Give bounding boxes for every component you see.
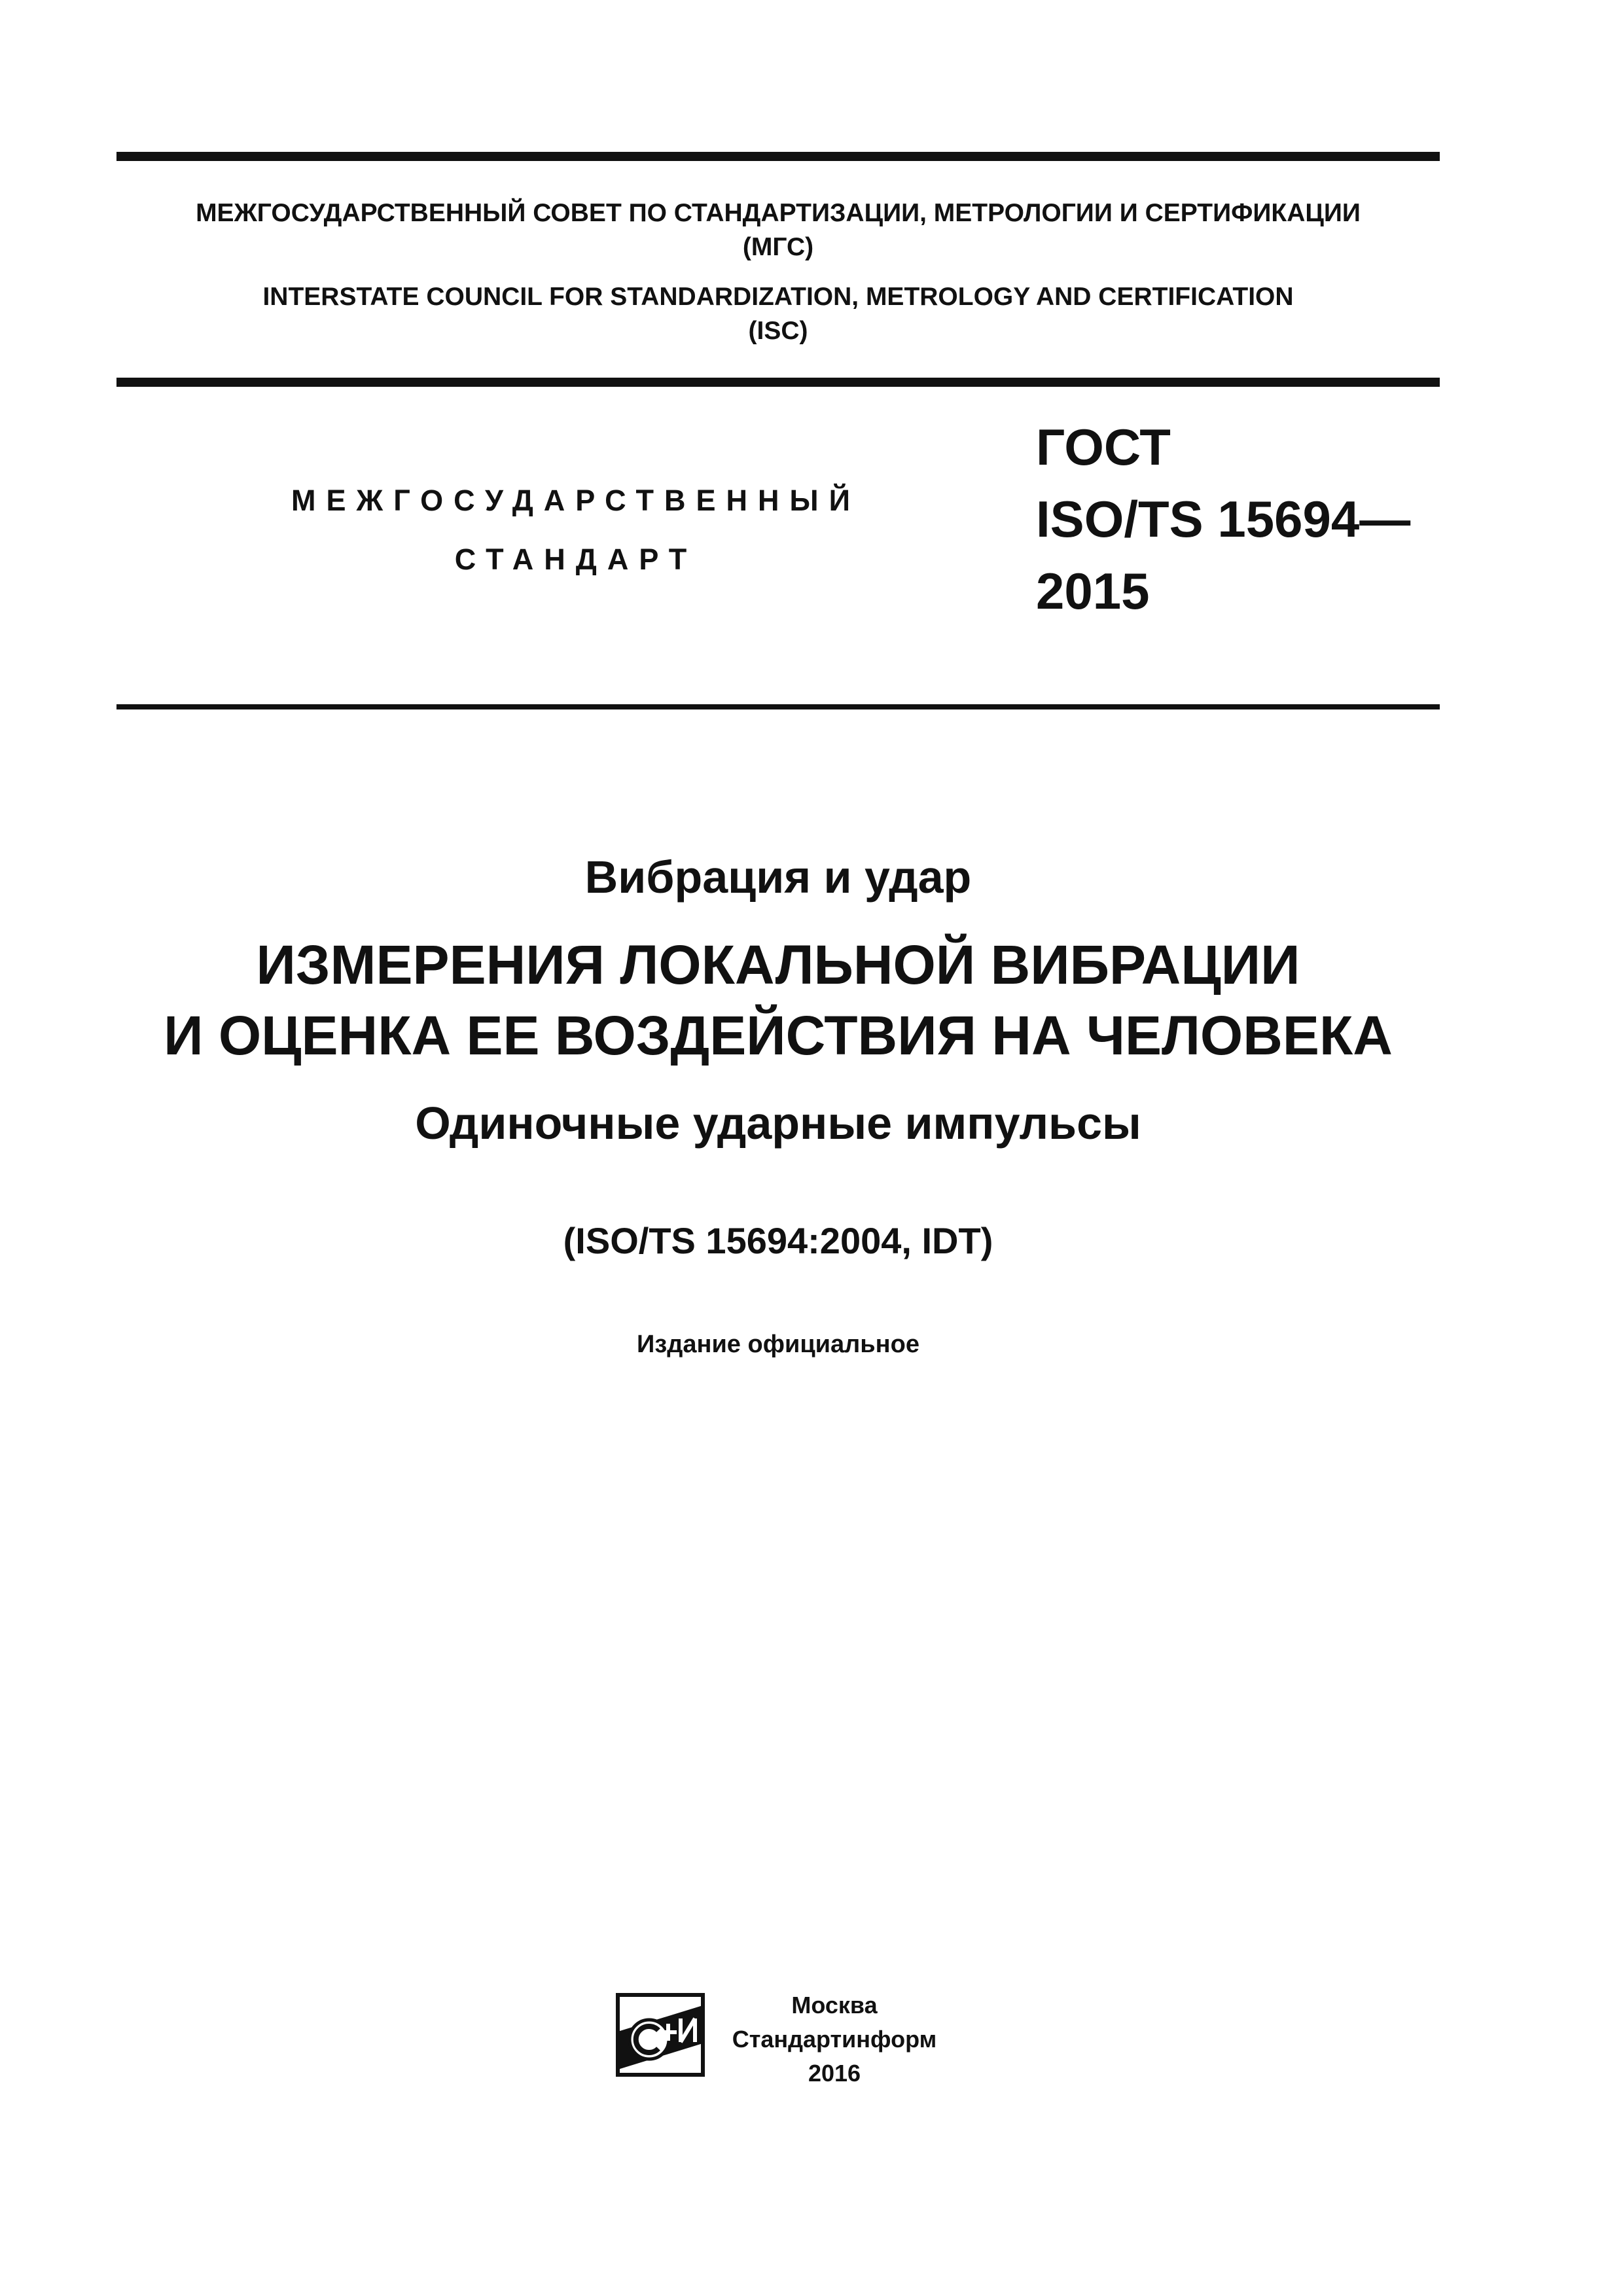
designation-line2: ISO/TS 15694— xyxy=(1036,490,1411,548)
subtitle: Одиночные ударные импульсы xyxy=(415,1098,1141,1149)
iso-reference: (ISO/TS 15694:2004, IDT) xyxy=(563,1220,993,1261)
publisher-name: Стандартинформ xyxy=(732,2026,937,2053)
council-name-en: INTERSTATE COUNCIL FOR STANDARDIZATION, METROLOGY AND CERTIFICATION xyxy=(262,283,1294,311)
publisher-year: 2016 xyxy=(808,2060,861,2087)
standard-designation xyxy=(1036,411,1410,627)
standard-type-label xyxy=(249,471,903,589)
main-title-line2: И ОЦЕНКА ЕЕ ВОЗДЕЙСТВИЯ НА ЧЕЛОВЕКА xyxy=(164,1005,1393,1066)
title-block xyxy=(116,844,1440,1363)
council-abbr-ru: (МГС) xyxy=(742,233,814,261)
top-rule xyxy=(116,152,1440,161)
designation-rule xyxy=(116,704,1440,709)
designation-line3: 2015 xyxy=(1036,562,1150,620)
designation-line1: ГОСТ xyxy=(1036,418,1171,476)
council-abbr-en: (ISC) xyxy=(748,317,808,345)
header-rule xyxy=(116,378,1440,387)
standard-type-line1: МЕЖГОСУДАРСТВЕННЫЙ xyxy=(291,484,861,517)
edition-note: Издание официальное xyxy=(637,1331,919,1358)
council-name-ru: МЕЖГОСУДАРСТВЕННЫЙ СОВЕТ ПО СТАНДАРТИЗАЦИИ, МЕТРОЛОГИИ И СЕРТИФИКАЦИИ xyxy=(196,199,1361,227)
standard-type-line2: СТАНДАРТ xyxy=(454,543,698,576)
council-header xyxy=(116,196,1440,348)
publisher-block xyxy=(726,1988,942,2090)
subject-title: Вибрация и удар xyxy=(584,852,972,903)
main-title xyxy=(116,929,1440,1071)
standartinform-logo-icon xyxy=(615,1992,705,2077)
publisher-city: Москва xyxy=(791,1992,878,2018)
main-title-line1: ИЗМЕРЕНИЯ ЛОКАЛЬНОЙ ВИБРАЦИИ xyxy=(256,934,1300,996)
